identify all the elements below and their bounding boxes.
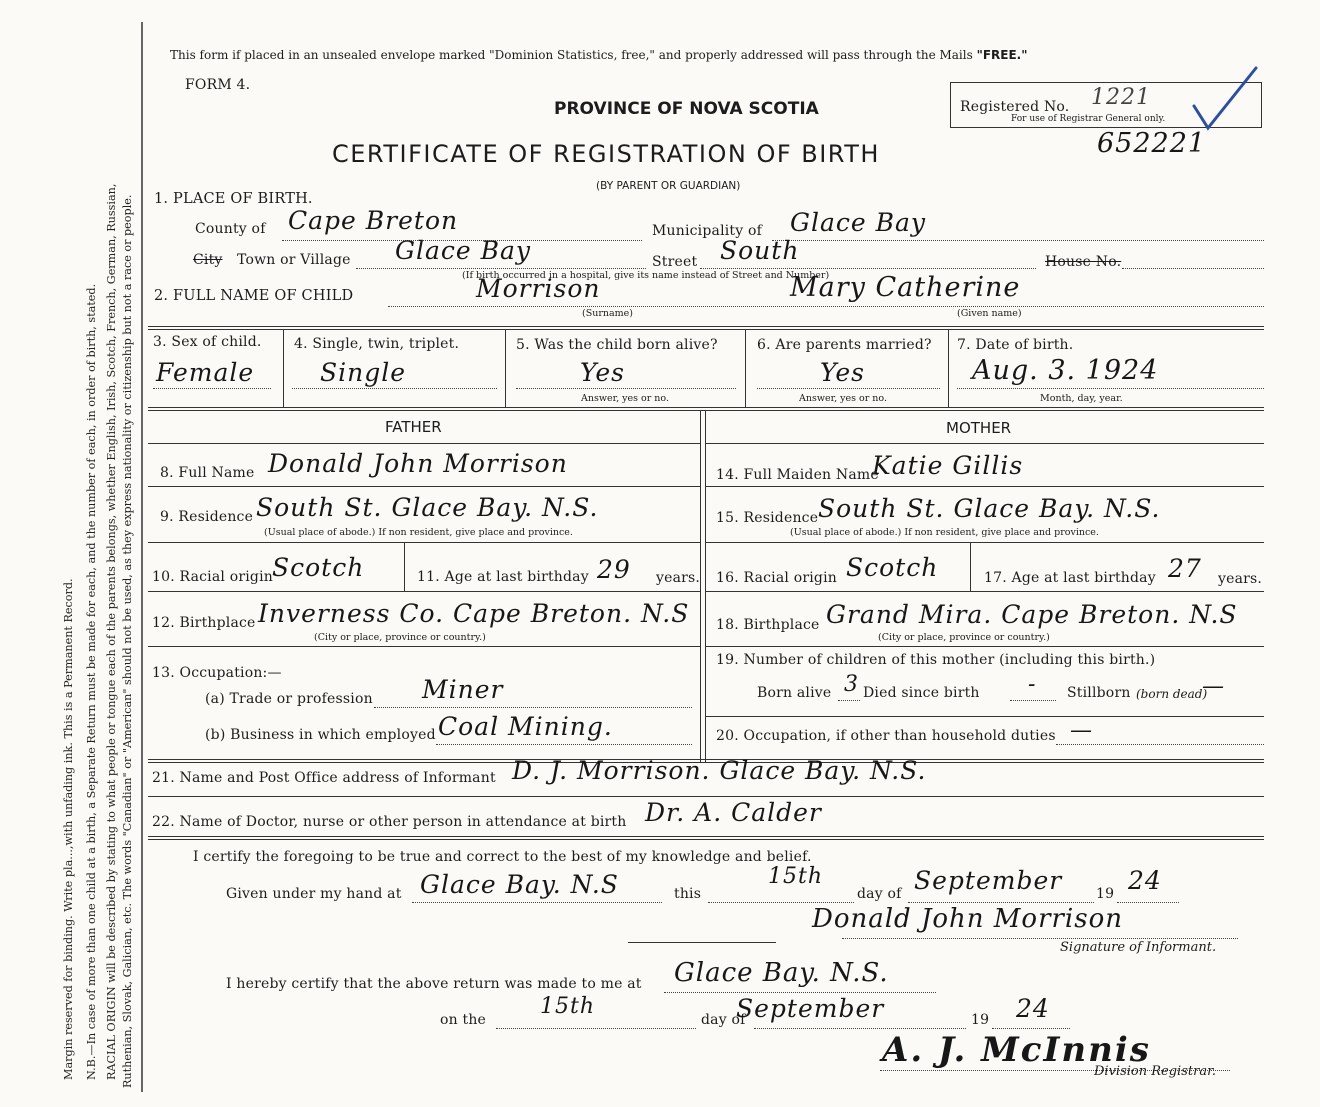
place-of-birth-heading: 1. PLACE OF BIRTH. <box>154 191 313 207</box>
father-age-unit: years. <box>656 570 701 586</box>
father-birthplace-value: Inverness Co. Cape Breton. N.S <box>258 599 690 628</box>
rule-section-2 <box>148 839 1264 840</box>
given-label: Given under my hand at <box>226 886 402 902</box>
city-label: City <box>193 252 223 268</box>
signature-line <box>842 938 1238 939</box>
trade-value: Miner <box>422 675 504 704</box>
father-racial-value: Scotch <box>272 553 365 582</box>
rule <box>705 443 1264 444</box>
margin-note-4: Ruthenian, Slovak, Galician, etc. The words "Canadian" or "American" should not be used, as they express nationality or citizenship but not a race or people. <box>121 194 134 1088</box>
informant-value: D. J. Morrison. Glace Bay. N.S. <box>512 756 927 785</box>
children-label: 19. Number of children of this mother (including this birth.) <box>716 652 1156 668</box>
county-label: County of <box>195 221 266 237</box>
father-occupation-label: 13. Occupation:— <box>152 665 282 681</box>
mother-residence-value: South St. Glace Bay. N.S. <box>818 494 1161 523</box>
married-value: Yes <box>820 358 865 387</box>
rule-top-boxes-2 <box>148 329 1264 330</box>
hospital-note: (If birth occurred in a hospital, give its name instead of Street and Number) <box>462 270 830 281</box>
child-name-label: 2. FULL NAME OF CHILD <box>154 288 354 304</box>
rule <box>705 716 1264 717</box>
rule-top-boxes <box>148 326 1264 327</box>
business-label: (b) Business in which employed <box>205 727 436 743</box>
handwritten-number: 652221 <box>1097 128 1207 159</box>
box-divider <box>283 329 284 407</box>
father-heading: FATHER <box>385 418 442 436</box>
rule <box>148 486 700 487</box>
street-label: Street <box>652 254 698 270</box>
father-name-label: 8. Full Name <box>160 465 255 481</box>
business-value: Coal Mining. <box>438 712 613 741</box>
trade-line <box>374 707 692 708</box>
street-line <box>700 268 1036 269</box>
margin-note-3: RACIAL ORIGIN will be described by stating to what people or tongue each of the parents belongs, whether English, Irish, Scotch, French, German, Russian, <box>105 183 118 1080</box>
rule <box>148 542 700 543</box>
margin-divider <box>141 22 143 1092</box>
father-racial-label: 10. Racial origin <box>152 569 273 585</box>
mother-residence-label: 15. Residence <box>716 510 819 526</box>
mail-notice-text: This form if placed in an unsealed envelope marked "Dominion Statistics, free," and properly addressed will pass through the Mails <box>170 48 973 62</box>
registrar-place-value: Glace Bay. N.S. <box>674 958 889 988</box>
mother-occupation-line <box>1056 744 1264 745</box>
father-birthplace-caption: (City or place, province or country.) <box>314 632 486 643</box>
plurality-value: Single <box>320 358 407 387</box>
stillborn-caption: (born dead) <box>1136 687 1208 701</box>
stillborn-value: — <box>1202 674 1225 699</box>
box-divider <box>404 543 405 591</box>
registrar-place-line <box>664 992 936 993</box>
certificate-title: CERTIFICATE OF REGISTRATION OF BIRTH <box>332 140 880 168</box>
mother-age-unit: years. <box>1218 571 1263 587</box>
column-divider-2 <box>705 410 706 762</box>
county-value: Cape Breton <box>288 206 459 235</box>
child-given-value: Mary Catherine <box>790 272 1021 303</box>
father-name-value: Donald John Morrison <box>268 449 568 478</box>
binding-margin <box>0 0 148 1107</box>
mother-age-label: 17. Age at last birthday <box>984 570 1156 586</box>
died-label: Died since birth <box>863 685 980 701</box>
stillborn-label: Stillborn <box>1067 685 1131 701</box>
house-line <box>1122 268 1264 269</box>
box-divider <box>948 329 949 407</box>
plurality-label: 4. Single, twin, triplet. <box>294 336 460 352</box>
father-age-label: 11. Age at last birthday <box>417 569 589 585</box>
rule-section <box>148 836 1264 837</box>
registrar-note: For use of Registrar General only. <box>1011 114 1166 124</box>
doctor-label: 22. Name of Doctor, nurse or other person in attendance at birth <box>152 814 627 830</box>
alive-line <box>516 388 736 389</box>
sex-label: 3. Sex of child. <box>153 334 262 350</box>
given-day-value: 15th <box>768 864 824 889</box>
box-divider <box>970 543 971 591</box>
street-value: South <box>720 236 800 265</box>
alive-label: 5. Was the child born alive? <box>516 337 718 353</box>
registrar-year-prefix: 19 <box>971 1012 990 1028</box>
mother-age-value: 27 <box>1168 554 1202 583</box>
town-label: Town or Village <box>237 252 351 268</box>
mother-residence-caption: (Usual place of abode.) If non resident, give place and province. <box>790 527 1099 538</box>
checkmark-icon <box>1190 62 1260 137</box>
registrar-month-line <box>754 1028 966 1029</box>
sex-line <box>153 388 271 389</box>
father-age-value: 29 <box>597 555 631 584</box>
father-birthplace-label: 12. Birthplace <box>152 615 256 631</box>
box-divider <box>505 329 506 407</box>
mother-birthplace-caption: (City or place, province or country.) <box>878 632 1050 643</box>
registrar-year-line <box>992 1028 1070 1029</box>
surname-caption: (Surname) <box>582 308 633 319</box>
given-year-value: 24 <box>1128 866 1162 895</box>
form-number: FORM 4. <box>185 77 251 93</box>
rule <box>705 542 1264 543</box>
child-surname-value: Morrison <box>476 274 601 303</box>
died-line <box>1010 700 1056 701</box>
mother-birthplace-label: 18. Birthplace <box>716 617 820 633</box>
municipality-value: Glace Bay <box>790 208 927 237</box>
married-line <box>757 388 940 389</box>
dob-caption: Month, day, year. <box>1040 393 1123 404</box>
certify-statement: I certify the foregoing to be true and correct to the best of my knowledge and belief. <box>193 849 812 865</box>
registered-value: 1221 <box>1091 85 1151 110</box>
year-prefix: 19 <box>1096 886 1115 902</box>
informant-label: 21. Name and Post Office address of Informant <box>152 770 496 786</box>
alive-caption: Answer, yes or no. <box>581 393 670 404</box>
box-divider <box>745 329 746 407</box>
dob-label: 7. Date of birth. <box>957 337 1074 353</box>
doctor-value: Dr. A. Calder <box>645 798 822 827</box>
column-divider <box>700 410 701 762</box>
year-line <box>1117 902 1179 903</box>
sex-value: Female <box>156 358 255 387</box>
informant-signature: Donald John Morrison <box>812 904 1123 934</box>
rule <box>148 591 700 592</box>
registrar-caption: Division Registrar. <box>1094 1064 1216 1079</box>
registrar-day-value: 15th <box>540 994 596 1019</box>
given-month-value: September <box>914 866 1063 895</box>
rule <box>705 486 1264 487</box>
day-line <box>708 902 854 903</box>
father-residence-label: 9. Residence <box>160 509 254 525</box>
given-caption: (Given name) <box>957 308 1022 319</box>
rule <box>148 443 700 444</box>
trade-label: (a) Trade or profession <box>205 691 373 707</box>
registrar-day-of-label: day of <box>701 1012 746 1028</box>
town-value: Glace Bay <box>395 236 532 265</box>
alive-value: Yes <box>580 358 625 387</box>
mother-name-label: 14. Full Maiden Name <box>716 467 879 483</box>
married-label: 6. Are parents married? <box>757 337 932 353</box>
on-the-label: on the <box>440 1012 487 1028</box>
day-of-label: day of <box>857 886 902 902</box>
registrar-year-value: 24 <box>1016 994 1050 1023</box>
business-line <box>436 744 692 745</box>
registrar-day-line <box>496 1028 696 1029</box>
dob-value: Aug. 3. 1924 <box>972 355 1159 386</box>
margin-note-1: Margin reserved for binding. Write pla...,with unfading ink. This is a Permanent Record. <box>62 578 75 1080</box>
signature-caption: Signature of Informant. <box>1060 940 1217 955</box>
municipality-label: Municipality of <box>652 223 763 239</box>
born-alive-value: 3 <box>844 672 859 697</box>
father-residence-caption: (Usual place of abode.) If non resident, give place and province. <box>264 527 573 538</box>
born-alive-label: Born alive <box>757 685 832 701</box>
registered-label: Registered No. <box>960 99 1070 115</box>
died-value: - <box>1028 672 1037 697</box>
mail-free: "FREE." <box>976 48 1028 62</box>
rule <box>705 591 1264 592</box>
given-place-value: Glace Bay. N.S <box>420 870 619 899</box>
married-caption: Answer, yes or no. <box>799 393 888 404</box>
father-residence-value: South St. Glace Bay. N.S. <box>256 493 599 522</box>
mother-occupation-label: 20. Occupation, if other than household duties <box>716 728 1056 744</box>
certificate-subtitle: (BY PARENT OR GUARDIAN) <box>596 180 741 192</box>
child-name-line <box>388 306 1264 307</box>
mother-heading: MOTHER <box>946 419 1012 437</box>
municipality-line <box>772 240 1264 241</box>
dob-line <box>957 388 1264 389</box>
mother-racial-label: 16. Racial origin <box>716 570 837 586</box>
margin-note-2: N.B.—In case of more than one child at a birth, a Separate Return must be made for each, and the number of each, in order of birth, stated. <box>85 283 98 1080</box>
given-place-line <box>412 902 662 903</box>
mother-racial-value: Scotch <box>846 553 939 582</box>
month-line <box>908 902 1094 903</box>
rule <box>148 796 1264 797</box>
born-alive-line <box>838 700 860 701</box>
mother-name-value: Katie Gillis <box>872 451 1024 480</box>
rule <box>705 646 1264 647</box>
rule <box>148 646 700 647</box>
province-heading: PROVINCE OF NOVA SCOTIA <box>554 99 819 119</box>
mother-birthplace-value: Grand Mira. Cape Breton. N.S <box>826 600 1238 629</box>
mail-notice <box>170 48 1028 62</box>
separator <box>628 942 776 943</box>
registrar-statement: I hereby certify that the above return was made to me at <box>226 976 642 992</box>
town-line <box>356 268 646 269</box>
house-label: House No. <box>1045 254 1122 270</box>
mother-occupation-value: — <box>1070 718 1093 743</box>
rule-bottom-boxes <box>148 407 1264 408</box>
this-label: this <box>674 886 702 902</box>
registrar-signature: A. J. McInnis <box>882 1030 1151 1070</box>
registrar-month-value: September <box>736 994 885 1023</box>
plurality-line <box>292 388 497 389</box>
